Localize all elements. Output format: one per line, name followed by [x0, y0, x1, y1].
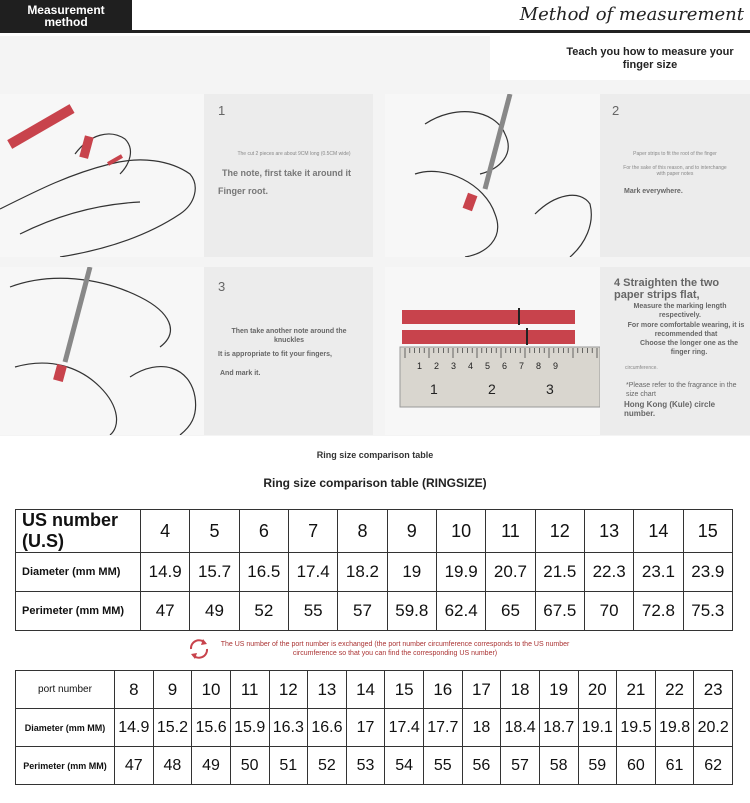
measurement-method-badge [0, 0, 132, 32]
perimeter-cell: 54 [385, 747, 424, 785]
us-size-cell: 8 [338, 510, 387, 553]
table1-row-us [16, 510, 733, 553]
step-2-number: 2 [612, 103, 620, 118]
diameter-cell: 15.9 [230, 709, 269, 747]
table1-row-diameter [16, 553, 733, 592]
diameter-cell: 19.1 [578, 709, 617, 747]
table2-row-perimeter [16, 747, 733, 785]
step-1-number: 1 [218, 103, 226, 118]
diameter-cell: 15.2 [153, 709, 192, 747]
table1-label-perimeter: Perimeter (mm MM) [16, 592, 141, 631]
ruler-illustration [385, 267, 600, 435]
step-3-line-3: And mark it. [220, 370, 261, 377]
us-size-cell: 14 [634, 510, 683, 553]
us-size-cell: 11 [486, 510, 535, 553]
perimeter-cell: 47 [115, 747, 154, 785]
diameter-cell: 18 [462, 709, 501, 747]
step-4-line-3: Choose the longer one as the finger ring. [639, 340, 738, 356]
diameter-cell: 19.9 [436, 553, 485, 592]
diameter-cell: 15.6 [192, 709, 231, 747]
port-size-cell: 15 [385, 671, 424, 709]
teach-heading: Teach you how to measure your finger size [566, 46, 734, 71]
step-3-line-1: Then take another note around the knuckles [231, 328, 347, 344]
diameter-cell: 22.3 [584, 553, 633, 592]
us-size-cell: 12 [535, 510, 584, 553]
us-size-table [15, 509, 733, 631]
table2-label-port: port number [16, 671, 115, 709]
perimeter-cell: 65 [486, 592, 535, 631]
table2-row-diameter [16, 709, 733, 747]
hand-wrap-illustration [0, 94, 204, 257]
step-4-illustration [385, 267, 600, 435]
step-2-line-1: Mark everywhere. [624, 188, 683, 195]
step-2-text [600, 94, 750, 257]
port-size-cell: 23 [694, 671, 733, 709]
diameter-cell: 14.9 [141, 553, 190, 592]
perimeter-cell: 67.5 [535, 592, 584, 631]
us-size-cell: 15 [683, 510, 732, 553]
us-size-cell: 6 [239, 510, 288, 553]
port-size-cell: 13 [308, 671, 347, 709]
perimeter-cell: 52 [239, 592, 288, 631]
diameter-cell: 15.7 [190, 553, 239, 592]
ruler-number: 3 [546, 381, 554, 397]
port-size-cell: 8 [115, 671, 154, 709]
step-4-line-4: *Please refer to the fragrance in the size chart [626, 382, 737, 398]
table1-label-diameter: Diameter (mm MM) [16, 553, 141, 592]
step-1-tiny: The cut 2 pieces are about 9CM long (0.5CM wide) [237, 151, 351, 157]
knuckle-wrap-illustration [0, 267, 204, 435]
diameter-cell: 17.7 [424, 709, 463, 747]
step-2-tiny: Paper strips to fit the root of the finger [633, 151, 717, 157]
us-size-cell: 4 [141, 510, 190, 553]
hand-marking-illustration [385, 94, 600, 257]
us-size-cell: 10 [436, 510, 485, 553]
diameter-cell: 16.3 [269, 709, 308, 747]
page-title: Method of measurement [519, 4, 744, 25]
port-size-cell: 18 [501, 671, 540, 709]
step-1-line-2: Finger root. [218, 186, 268, 196]
step-1-illustration [0, 94, 204, 257]
diameter-cell: 20.7 [486, 553, 535, 592]
diameter-cell: 21.5 [535, 553, 584, 592]
perimeter-cell: 49 [190, 592, 239, 631]
diameter-cell: 18.4 [501, 709, 540, 747]
badge-line-2: method [44, 15, 88, 29]
perimeter-cell: 72.8 [634, 592, 683, 631]
table1-row-perimeter [16, 592, 733, 631]
port-size-cell: 17 [462, 671, 501, 709]
diameter-cell: 14.9 [115, 709, 154, 747]
perimeter-cell: 55 [288, 592, 337, 631]
perimeter-cell: 60 [617, 747, 656, 785]
perimeter-cell: 62 [694, 747, 733, 785]
port-size-cell: 20 [578, 671, 617, 709]
step-1-line-1: The note, first take it around it [222, 168, 352, 178]
ruler-number: 2 [488, 381, 496, 397]
perimeter-cell: 57 [501, 747, 540, 785]
ruler-number: 7 [519, 361, 525, 371]
port-size-cell: 16 [424, 671, 463, 709]
diameter-cell: 18.2 [338, 553, 387, 592]
us-size-cell: 9 [387, 510, 436, 553]
perimeter-cell: 53 [346, 747, 385, 785]
perimeter-cell: 49 [192, 747, 231, 785]
diameter-cell: 18.7 [539, 709, 578, 747]
ruler-number: 5 [485, 361, 491, 371]
step-4-line-1: Measure the marking length respectively. [633, 303, 727, 319]
port-size-cell: 22 [655, 671, 694, 709]
port-size-cell: 11 [230, 671, 269, 709]
step-4-text [600, 267, 750, 435]
perimeter-cell: 55 [424, 747, 463, 785]
perimeter-cell: 59 [578, 747, 617, 785]
diameter-cell: 17 [346, 709, 385, 747]
perimeter-cell: 47 [141, 592, 190, 631]
ruler-number: 4 [468, 361, 474, 371]
perimeter-cell: 57 [338, 592, 387, 631]
step-3-line-2: It is appropriate to fit your fingers, [218, 351, 332, 358]
ruler-number: 1 [430, 381, 438, 397]
badge-line-1: Measurement [27, 3, 105, 17]
ruler-number: 6 [502, 361, 508, 371]
us-size-cell: 5 [190, 510, 239, 553]
perimeter-cell: 52 [308, 747, 347, 785]
diameter-cell: 16.5 [239, 553, 288, 592]
step-2-illustration [385, 94, 600, 257]
port-size-cell: 10 [192, 671, 231, 709]
us-size-cell: 7 [288, 510, 337, 553]
perimeter-cell: 50 [230, 747, 269, 785]
table2-label-perimeter: Perimeter (mm MM) [16, 747, 115, 785]
diameter-cell: 23.1 [634, 553, 683, 592]
port-size-table [15, 670, 733, 785]
diameter-cell: 19.8 [655, 709, 694, 747]
ruler-number: 3 [451, 361, 457, 371]
perimeter-cell: 70 [584, 592, 633, 631]
step-3-text [204, 267, 373, 435]
perimeter-cell: 75.3 [683, 592, 732, 631]
table2-row-port [16, 671, 733, 709]
diameter-cell: 20.2 [694, 709, 733, 747]
diameter-cell: 19 [387, 553, 436, 592]
exchange-notice: The US number of the port number is exchanged (the port number circumference corresponds to the US number circumference so that you can find the corresponding US number) [220, 641, 570, 657]
diameter-cell: 17.4 [288, 553, 337, 592]
table-caption-small: Ring size comparison table [316, 450, 434, 460]
port-size-cell: 12 [269, 671, 308, 709]
us-size-cell: 13 [584, 510, 633, 553]
port-size-cell: 14 [346, 671, 385, 709]
diameter-cell: 23.9 [683, 553, 732, 592]
step-4-line-5: Hong Kong (Kule) circle number. [624, 400, 716, 418]
port-size-cell: 9 [153, 671, 192, 709]
diameter-cell: 19.5 [617, 709, 656, 747]
step-2-small: For the sake of this reason, and to interchange with paper notes [623, 165, 727, 177]
ruler-number: 2 [434, 361, 440, 371]
ruler-number: 9 [553, 361, 559, 371]
table-caption-main: Ring size comparison table (RINGSIZE) [263, 476, 487, 490]
perimeter-cell: 58 [539, 747, 578, 785]
perimeter-cell: 61 [655, 747, 694, 785]
port-size-cell: 21 [617, 671, 656, 709]
step-3-illustration [0, 267, 204, 435]
ruler-number: 1 [417, 361, 423, 371]
port-size-cell: 19 [539, 671, 578, 709]
step-3-number: 3 [218, 279, 226, 294]
perimeter-cell: 51 [269, 747, 308, 785]
perimeter-cell: 59.8 [387, 592, 436, 631]
step-1-text [204, 94, 373, 257]
step-4-heading: 4 Straighten the two paper strips flat, [614, 277, 720, 301]
table1-label-us: US number (U.S) [16, 510, 141, 553]
perimeter-cell: 56 [462, 747, 501, 785]
header-divider [0, 30, 750, 33]
diameter-cell: 17.4 [385, 709, 424, 747]
step-4-tiny: circumference. [625, 365, 658, 371]
diameter-cell: 16.6 [308, 709, 347, 747]
perimeter-cell: 62.4 [436, 592, 485, 631]
step-4-line-2: For more comfortable wearing, it is recommended that [627, 322, 745, 338]
ruler-number: 8 [536, 361, 542, 371]
perimeter-cell: 48 [153, 747, 192, 785]
table2-label-diameter: Diameter (mm MM) [16, 709, 115, 747]
exchange-icon [186, 636, 212, 662]
